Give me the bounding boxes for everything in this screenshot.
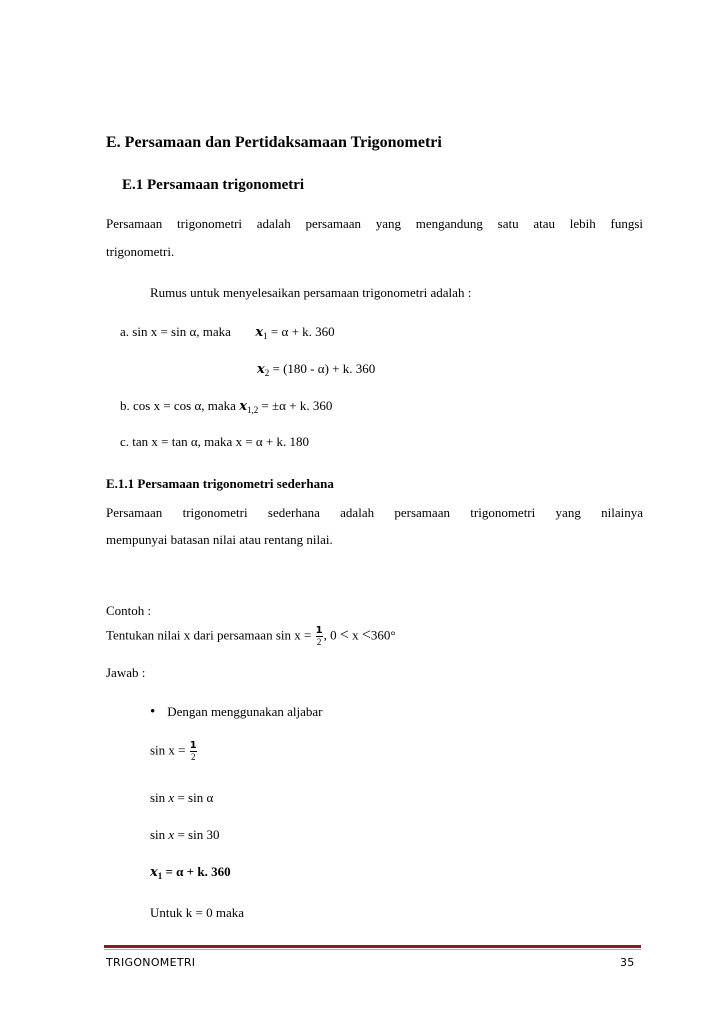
formula-a2-var: x xyxy=(257,362,265,377)
step-5: Untuk k = 0 maka xyxy=(150,905,244,920)
method-item xyxy=(150,704,322,721)
footer-rule-thin xyxy=(104,949,641,950)
question-suffix: , 0 xyxy=(323,627,337,643)
step1-fraction xyxy=(190,741,197,762)
step-3 xyxy=(150,827,219,843)
subsection-line-2: mempunyai batasan nilai atau rentang nilai. xyxy=(106,532,333,547)
formula-a-var: x xyxy=(255,325,264,340)
footer-rule xyxy=(104,945,641,948)
question-fraction xyxy=(316,626,323,647)
answer-label: Jawab : xyxy=(106,665,146,680)
method-text: Dengan menggunakan aljabar xyxy=(167,704,323,719)
question-upper: 360° xyxy=(370,627,396,643)
step4-rhs: = α + k. 360 xyxy=(165,864,231,879)
question-frac-num: 1 xyxy=(315,625,323,636)
formula-b xyxy=(120,398,332,415)
formula-c: c. tan x = tan α, maka x = α + k. 180 xyxy=(120,434,310,449)
step-4 xyxy=(150,864,231,881)
step2-x: x xyxy=(168,790,175,805)
formula-a-sub: 1 xyxy=(263,331,268,341)
formula-a-rhs: = α + k. 360 xyxy=(270,324,335,339)
question-frac-den: 2 xyxy=(316,637,322,647)
formula-a2 xyxy=(257,361,375,378)
example-question xyxy=(106,626,396,647)
step1-frac-num: 1 xyxy=(189,740,197,751)
subsection-title: E.1 Persamaan trigonometri xyxy=(122,177,305,193)
intro-line-2: trigonometri. xyxy=(106,244,175,259)
page-number: 35 xyxy=(620,956,635,969)
section-title: E. Persamaan dan Pertidaksamaan Trigonometri xyxy=(106,134,442,151)
intro-line-1: Persamaan trigonometri adalah persamaan yang mengandung satu atau lebih fungsi xyxy=(106,216,643,231)
footer-title: TRIGONOMETRI xyxy=(106,956,196,969)
subsection-line-1: Persamaan trigonometri sederhana adalah persamaan trigonometri yang nilainya xyxy=(106,505,643,520)
formula-a2-sub: 2 xyxy=(264,368,270,378)
step4-var: x xyxy=(150,865,158,880)
step3-b: = sin 30 xyxy=(177,827,220,842)
rumus-intro: Rumus untuk menyelesaikan persamaan trigonometri adalah : xyxy=(150,285,472,300)
step-2 xyxy=(150,790,213,806)
formula-a2-rhs: = (180 - α) + k. 360 xyxy=(272,361,376,376)
formula-a xyxy=(120,324,335,341)
example-label: Contoh : xyxy=(106,603,152,618)
step3-a: sin xyxy=(150,827,166,842)
question-x: x xyxy=(352,627,359,643)
question-prefix: Tentukan nilai x dari persamaan sin x = xyxy=(106,627,312,643)
formula-b-rhs: = ±α + k. 360 xyxy=(261,398,333,413)
formula-b-var: x xyxy=(239,399,247,414)
step2-a: sin xyxy=(150,790,166,805)
less-than-2: < xyxy=(361,626,371,644)
subsubsection-title: E.1.1 Persamaan trigonometri sederhana xyxy=(106,476,334,491)
step-1 xyxy=(150,741,198,762)
step1-prefix: sin x = xyxy=(150,742,186,758)
less-than-1: < xyxy=(339,626,349,644)
bullet-icon: • xyxy=(150,704,156,720)
formula-b-sub: 1,2 xyxy=(246,405,259,415)
formula-a-text: a. sin x = sin α, maka xyxy=(120,324,231,339)
step3-x: x xyxy=(168,827,175,842)
formula-b-text: b. cos x = cos α, maka xyxy=(120,398,236,413)
step2-b: = sin α xyxy=(177,790,214,805)
step1-frac-den: 2 xyxy=(191,752,196,762)
step4-sub: 1 xyxy=(157,871,163,881)
